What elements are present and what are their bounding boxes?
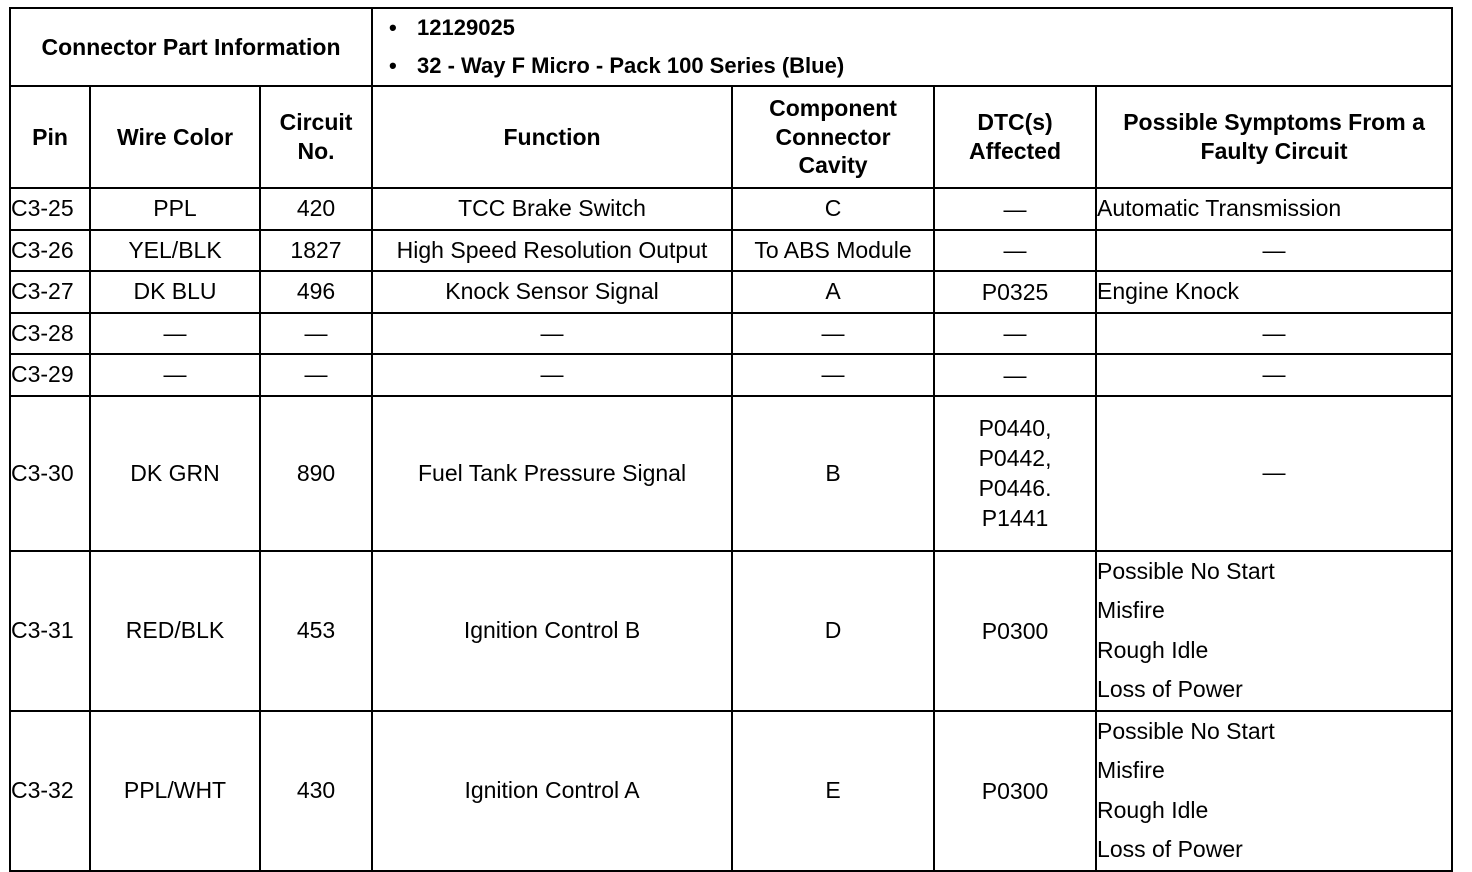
function-cell: TCC Brake Switch [372,188,732,230]
dtc-code: — [1003,361,1027,388]
symptoms-cell [1096,230,1452,272]
cavity-cell: C [732,188,934,230]
wire-color-cell: RED/BLK [90,551,260,711]
symptoms-cell [1096,396,1452,551]
dtc-code: P0440, [978,415,1052,441]
function-cell: Ignition Control A [372,711,732,871]
symptom-item: — [1262,459,1286,486]
table-row [10,711,1452,871]
pin-cell: C3-28 [10,313,90,355]
wire-color-cell: PPL [90,188,260,230]
dtc-code: P0446. [978,475,1052,501]
dtc-code: P0442, [978,445,1052,471]
cavity-cell: — [732,354,934,396]
symptoms-cell [1096,271,1452,313]
dtc-code: P0300 [981,777,1049,804]
pin-cell: C3-27 [10,271,90,313]
dtc-cell [934,188,1096,230]
circuit-no-cell: 890 [260,396,372,551]
circuit-no-cell: 1827 [260,230,372,272]
wire-color-cell: DK GRN [90,396,260,551]
pin-cell: C3-31 [10,551,90,711]
symptom-item: Engine Knock [1097,278,1239,304]
symptom-item: Possible No Start [1097,717,1275,744]
header-pin: Pin [10,86,90,188]
symptom-item: Possible No Start [1097,557,1275,584]
circuit-no-cell: 453 [260,551,372,711]
dtc-code: P0325 [981,278,1049,305]
cavity-cell: To ABS Module [732,230,934,272]
dtc-cell [934,396,1096,551]
dtc-cell [934,711,1096,871]
cavity-cell: — [732,313,934,355]
wire-color-cell: YEL/BLK [90,230,260,272]
pin-cell: C3-25 [10,188,90,230]
header-symptoms: Possible Symptoms From a Faulty Circuit [1096,86,1452,188]
header-circuit-no: Circuit No. [260,86,372,188]
symptom-item: Loss of Power [1097,836,1243,862]
table-row [10,188,1452,230]
dtc-code: — [1003,195,1027,222]
wire-color-cell: — [90,313,260,355]
table-row [10,354,1452,396]
table-row [10,396,1452,551]
header-cavity: Component Connector Cavity [732,86,934,188]
circuit-no-cell: — [260,313,372,355]
pin-cell: C3-29 [10,354,90,396]
dtc-code: — [1003,320,1027,347]
header-wire-color: Wire Color [90,86,260,188]
cavity-cell: E [732,711,934,871]
connector-description: • 32 - Way F Micro - Pack 100 Series (Blue) [417,47,1451,85]
pin-cell: C3-32 [10,711,90,871]
symptom-item: Rough Idle [1097,796,1209,823]
column-header-row [10,86,1452,188]
symptom-item: Rough Idle [1097,636,1209,663]
symptoms-cell [1096,551,1452,711]
symptom-item: Automatic Transmission [1097,195,1342,221]
connector-table-page [9,7,1451,862]
symptoms-cell [1096,354,1452,396]
dtc-cell [934,354,1096,396]
symptom-item: Loss of Power [1097,676,1243,702]
table-body [10,188,1452,871]
symptom-item: — [1262,361,1286,387]
dtc-cell [934,271,1096,313]
symptom-item: — [1262,319,1286,346]
wire-color-cell: DK BLU [90,271,260,313]
circuit-no-cell: 420 [260,188,372,230]
function-cell: Ignition Control B [372,551,732,711]
cavity-cell: B [732,396,934,551]
wire-color-cell: — [90,354,260,396]
symptoms-cell [1096,313,1452,355]
function-cell: High Speed Resolution Output [372,230,732,272]
wire-color-cell: PPL/WHT [90,711,260,871]
symptom-item: — [1262,236,1286,263]
table-row [10,271,1452,313]
dtc-code: — [1003,237,1027,264]
cavity-cell: A [732,271,934,313]
function-cell: — [372,313,732,355]
dtc-cell [934,230,1096,272]
function-cell: — [372,354,732,396]
circuit-no-cell: — [260,354,372,396]
connector-pinout-table [9,7,1453,872]
dtc-cell [934,313,1096,355]
header-dtc: DTC(s) Affected [934,86,1096,188]
function-cell: Fuel Tank Pressure Signal [372,396,732,551]
table-row [10,313,1452,355]
symptoms-cell [1096,711,1452,871]
pin-cell: C3-26 [10,230,90,272]
table-row [10,551,1452,711]
dtc-cell [934,551,1096,711]
circuit-no-cell: 496 [260,271,372,313]
connector-part-number: • 12129025 [417,9,1451,47]
pin-cell: C3-30 [10,396,90,551]
connector-part-information-values [372,8,1452,86]
dtc-code: P0300 [981,617,1049,644]
function-cell: Knock Sensor Signal [372,271,732,313]
cavity-cell: D [732,551,934,711]
circuit-no-cell: 430 [260,711,372,871]
dtc-code: P1441 [981,505,1049,531]
header-function: Function [372,86,732,188]
table-row [10,230,1452,272]
symptom-item: Misfire [1097,597,1165,623]
connector-part-information-label: Connector Part Information [10,8,372,86]
symptoms-cell [1096,188,1452,230]
symptom-item: Misfire [1097,757,1165,783]
